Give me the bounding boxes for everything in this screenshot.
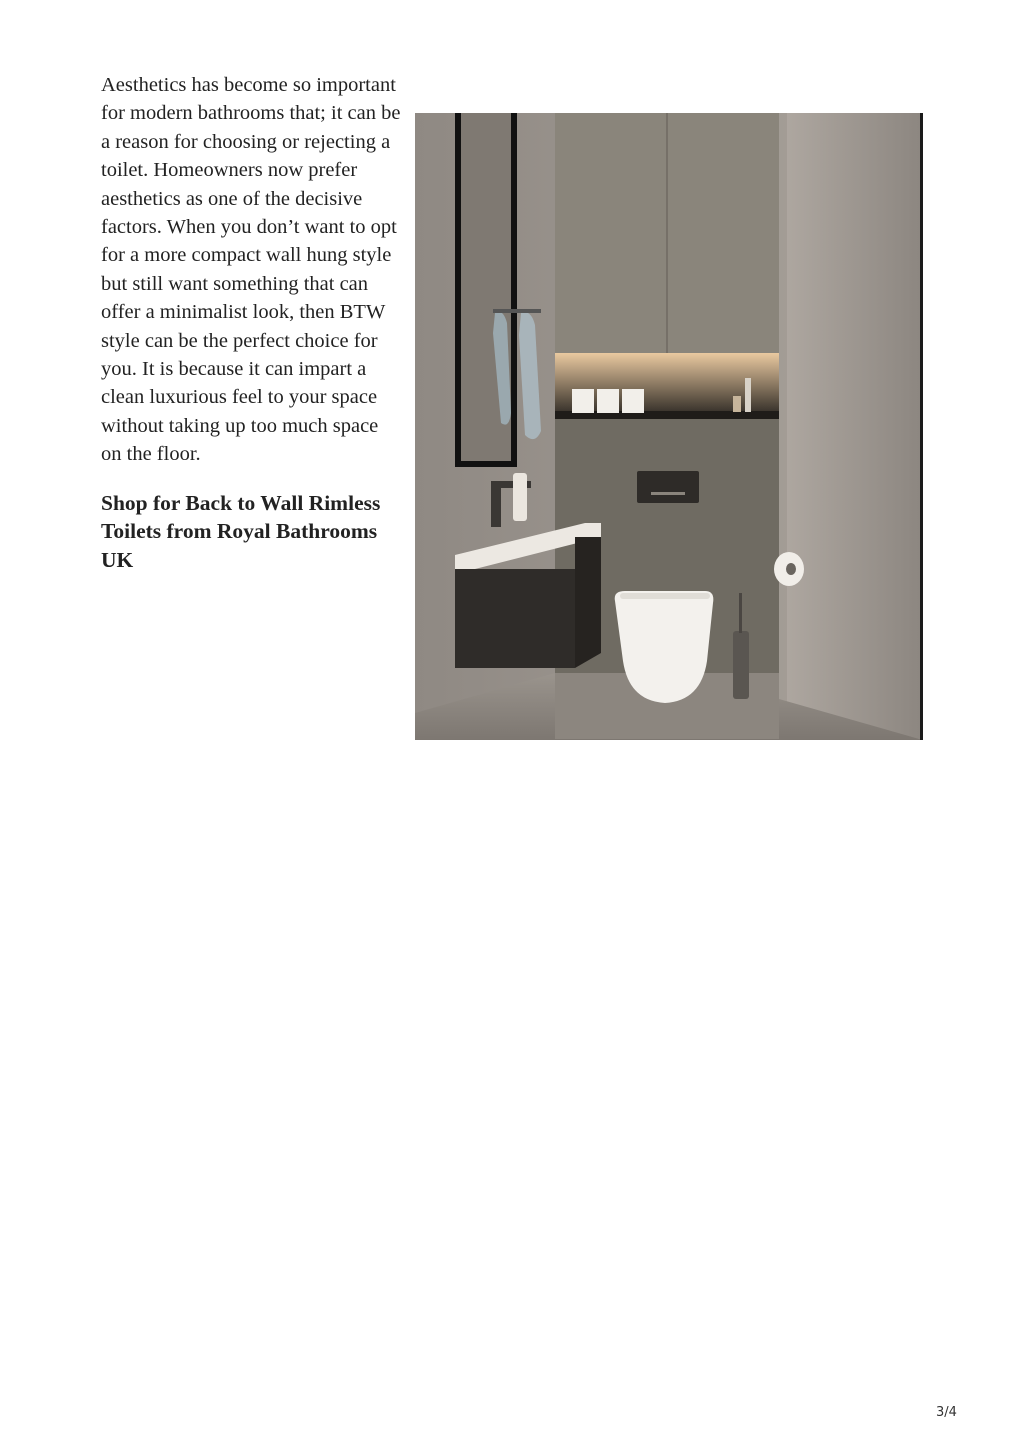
toilet-brush	[733, 631, 749, 699]
text-column	[101, 71, 401, 574]
bathroom-photo	[415, 113, 923, 740]
vanity-cabinet	[455, 569, 575, 668]
right-wall	[777, 113, 923, 740]
soap-dispenser	[513, 473, 527, 521]
page-number: 3/4	[936, 1405, 957, 1420]
body-paragraph: Aesthetics has become so important for modern bathrooms that; it can be a reason for choosing or rejecting a toilet. Homeowners now prefer aesthetics as one of the decisive factors. When you don’t want to opt for a more compact wall hung style but still want something that can offer a minimalist look, then BTW style can be the perfect choice for you. It is because it can impart a clean luxurious feel to your space without taking up too much space on the floor.	[101, 74, 401, 466]
flush-plate	[637, 471, 699, 503]
shop-heading[interactable]: Shop for Back to Wall Rimless Toilets from Royal Bathrooms UK	[101, 490, 381, 572]
bathroom-illustration	[415, 113, 923, 740]
